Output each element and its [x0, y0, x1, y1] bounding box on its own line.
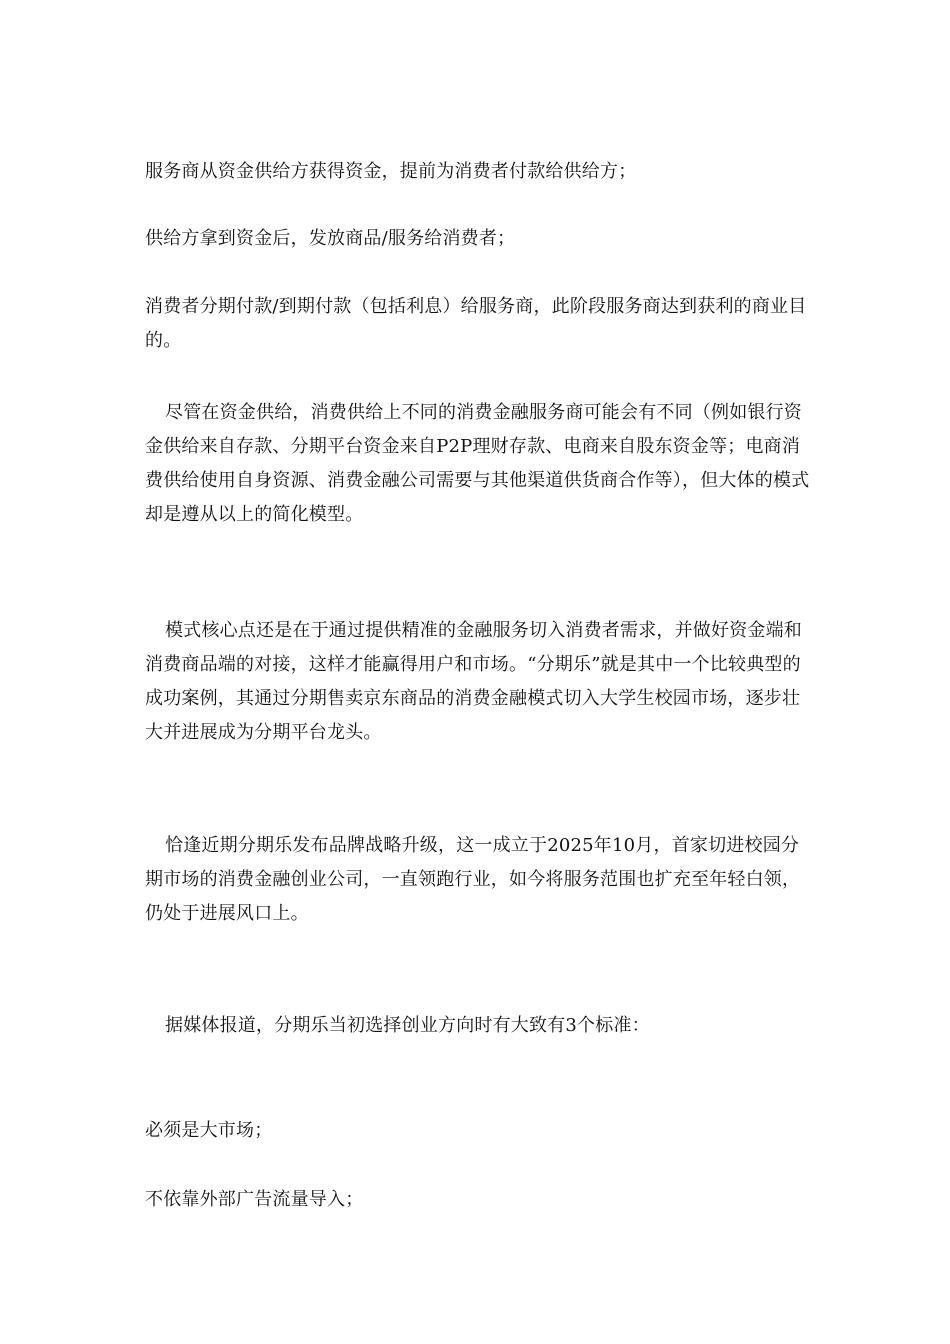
paragraph-4: 尽管在资金供给，消费供给上不同的消费金融服务商可能会有不同（例如银行资金供给来自存款、分期平台资金来自P2P理财存款、电商来自股东资金等；电商消费供给使用自身资源、消费金融公司需要与其他渠道供货商合作等），但大体的模式却是遵从以上的简化模型。: [145, 402, 810, 525]
paragraph-5: 模式核心点还是在于通过提供精准的金融服务切入消费者需求，并做好资金端和消费商品端的对接，这样才能赢得用户和市场。“分期乐”就是其中一个比较典型的成功案例，其通过分期售卖京东商品的消费金融模式切入大学生校园市场，逐步壮大并进展成为分期平台龙头。: [145, 620, 802, 743]
paragraph-3: 消费者分期付款/到期付款（包括利息）给服务商，此阶段服务商达到获利的商业目的。: [145, 296, 807, 351]
paragraph-6: 恰逢近期分期乐发布品牌战略升级，这一成立于2025年10月，首家切进校园分期市场的消费金融创业公司，一直领跑行业，如今将服务范围也扩充至年轻白领，仍处于进展风口上。: [145, 835, 801, 924]
paragraph-7: 据媒体报道，分期乐当初选择创业方向时有大致有3个标准：: [165, 1015, 650, 1036]
paragraph-9: 不依靠外部广告流量导入；: [145, 1189, 364, 1210]
paragraph-2: 供给方拿到资金后，发放商品/服务给消费者；: [145, 228, 516, 249]
paragraph-8: 必须是大市场；: [145, 1120, 273, 1141]
paragraph-1: 服务商从资金供给方获得资金，提前为消费者付款给供给方；: [145, 161, 637, 182]
